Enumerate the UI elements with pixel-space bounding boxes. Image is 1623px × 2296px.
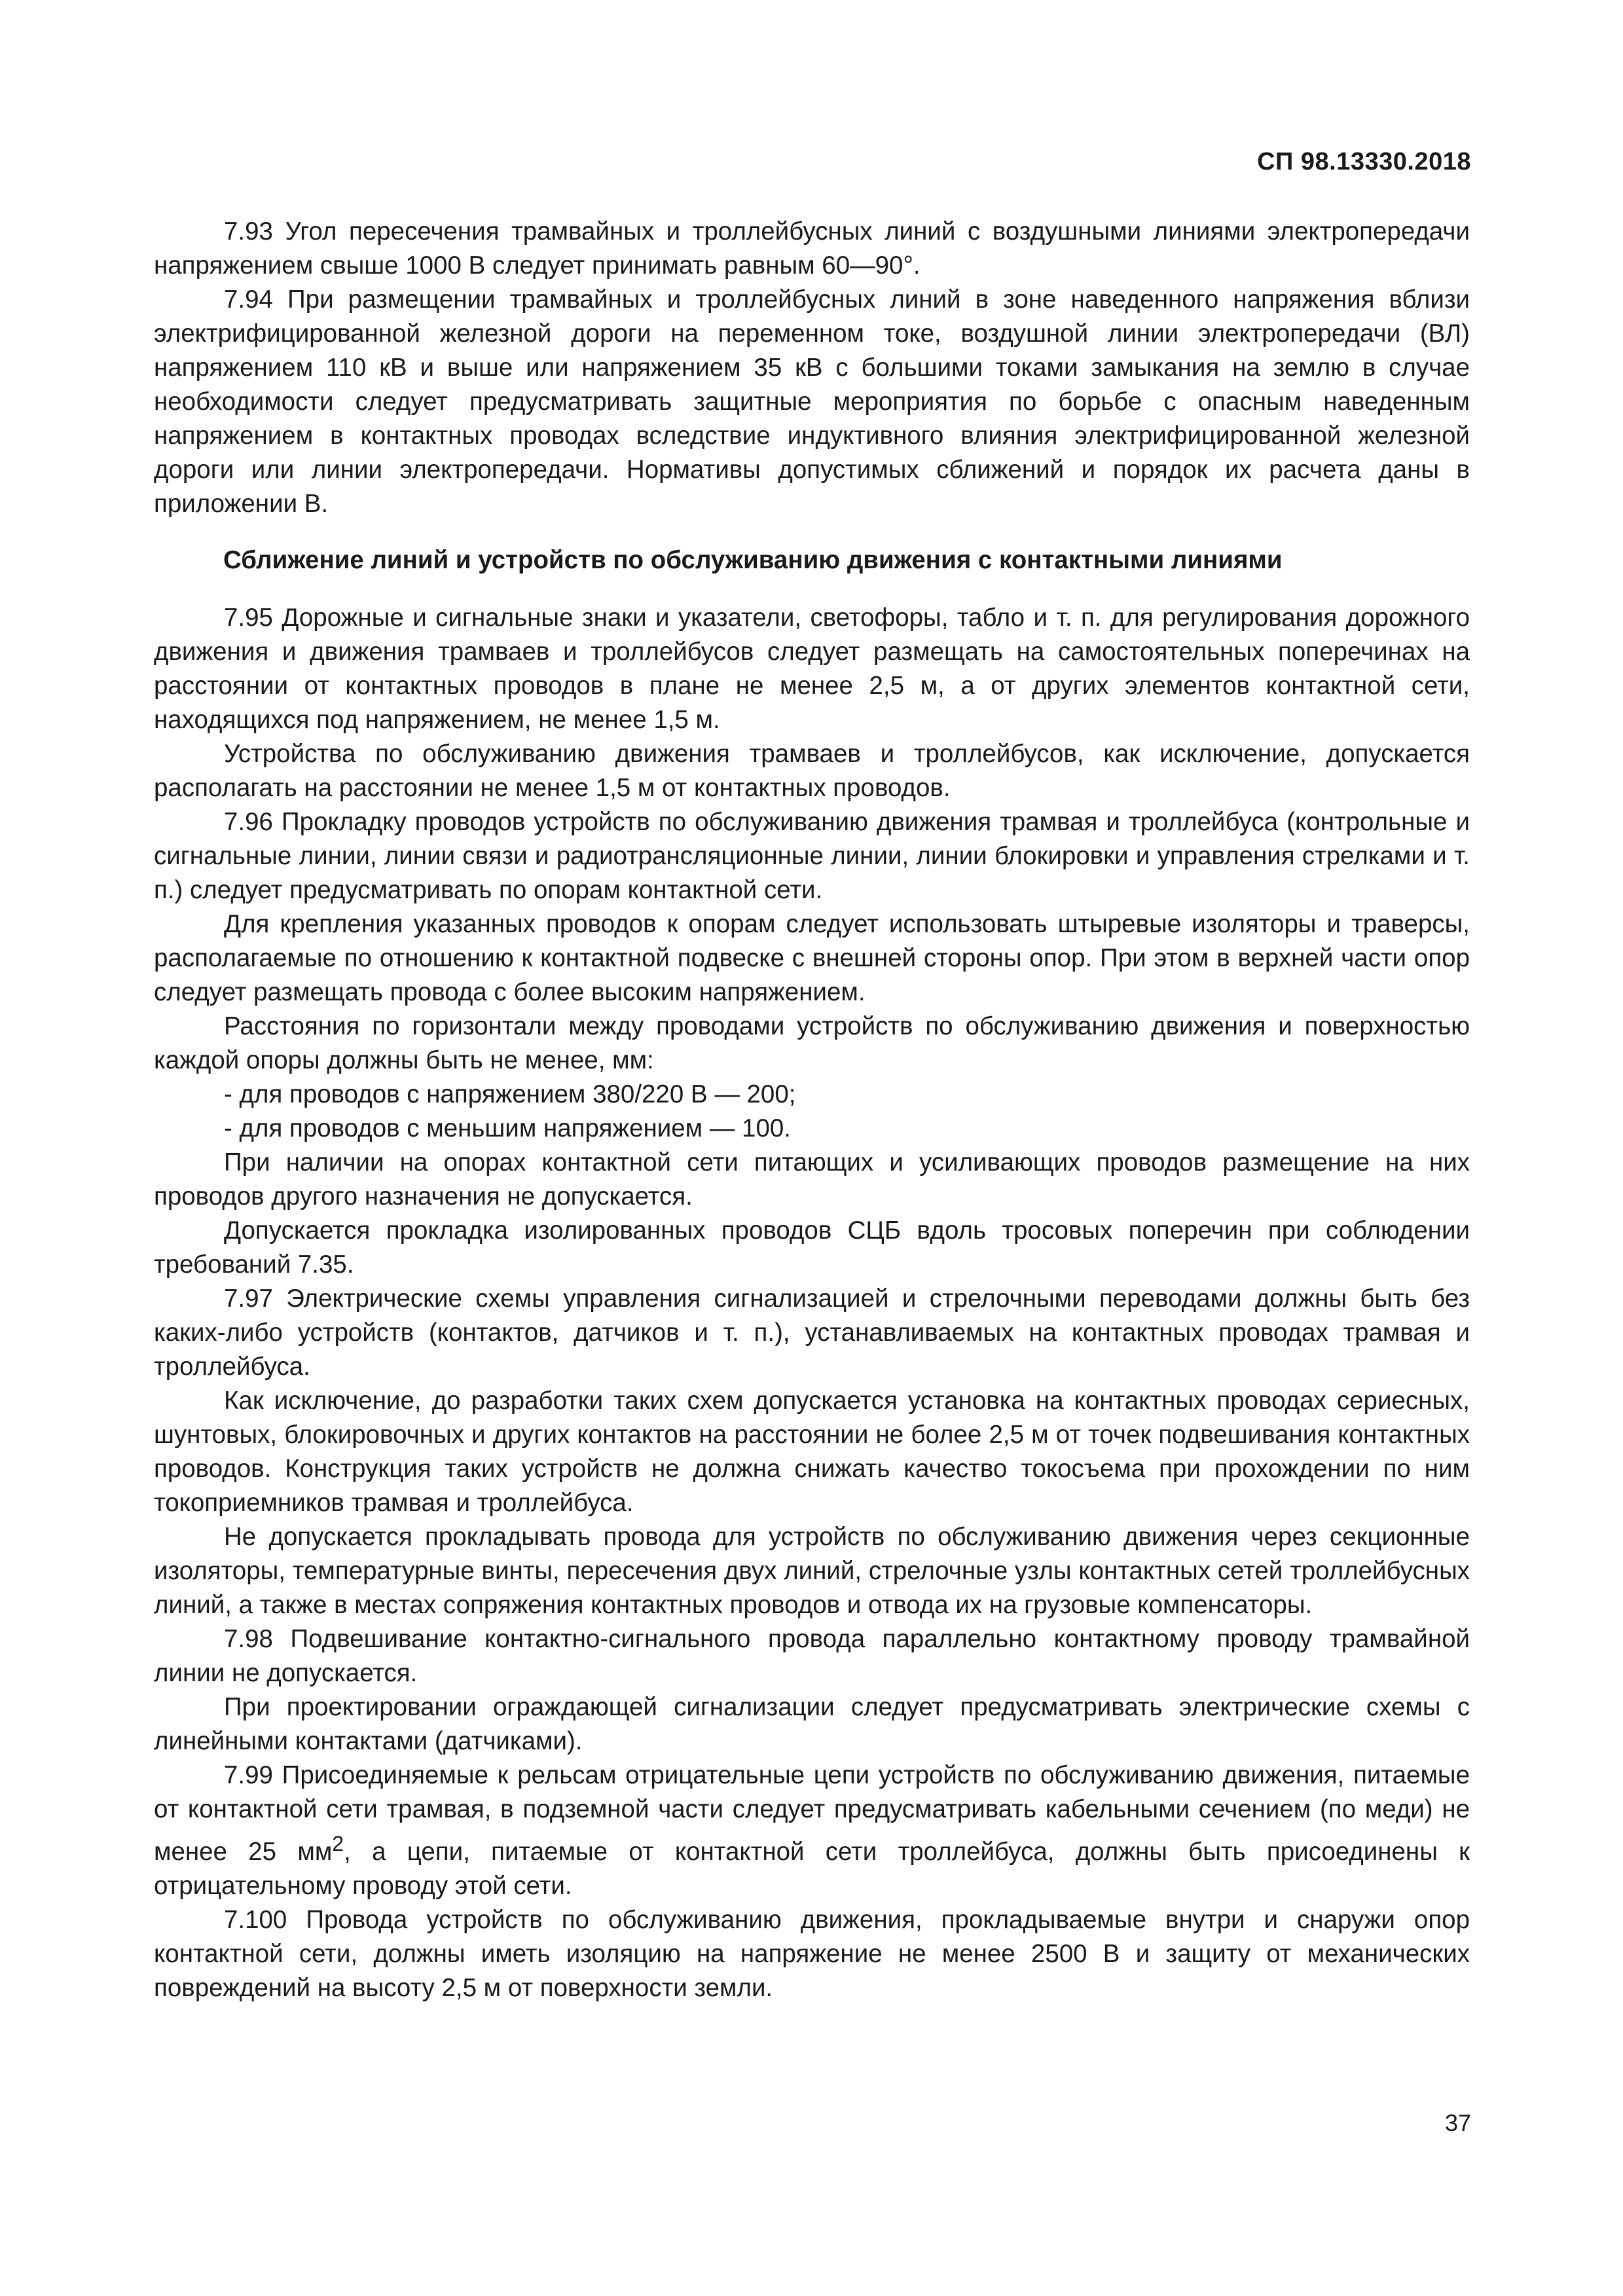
body-text [154,215,1470,2005]
paragraph-7-93: 7.93 Угол пересечения трамвайных и троллейбусных линий с воздушными линиями электропередачи напряжением свыше 1000 В следует принимать равным 60—90°. [154,217,1470,280]
paragraph-7-98: 7.98 Подвешивание контактно-сигнального провода параллельно контактному проводу трамвайной линии не допускается. [154,1625,1470,1687]
section-heading: Сближение линий и устройств по обслуживанию движения с контактными линиями [223,546,1283,574]
superscript: 2 [332,1832,344,1855]
paragraph-7-97: 7.97 Электрические схемы управления сигнализацией и стрелочными переводами должны быть без каких-либо устройств (контактов, датчиков и т. п.), устанавливаемых на контактных проводах трамвая и троллейбуса. [154,1285,1470,1381]
paragraph-7-99 [154,1758,1470,1903]
paragraph-7-95: 7.95 Дорожные и сигнальные знаки и указатели, светофоры, табло и т. п. для регулирования дорожного движения и движения трамваев и троллейбусов следует размещать на самостоятельных поперечинах на расстоянии от контактных проводов в плане не менее 2,5 м, а от других элементов контактной сети, находящихся под напряжением, не менее 1,5 м. [154,604,1470,734]
paragraph-7-99-text-end: , а цепи, питаемые от контактной сети троллейбуса, должны быть присоединены к отрицательному проводу этой сети. [154,1837,1470,1900]
list-item: - для проводов с меньшим напряжением — 100. [224,1114,791,1142]
paragraph: Как исключение, до разработки таких схем допускается установка на контактных проводах сериесных, шунтовых, блокировочных и других контактов на расстоянии не более 2,5 м от точек подвешивания контактных проводов. Конструкция таких устройств не должна снижать качество токосъема при прохождении по ним токоприемников трамвая и троллейбуса. [154,1387,1470,1517]
paragraph: При наличии на опорах контактной сети питающих и усиливающих проводов размещение на них проводов другого назначения не допускается. [154,1148,1470,1211]
page-number: 37 [1444,2109,1471,2136]
paragraph: Допускается прокладка изолированных проводов СЦБ вдоль тросовых поперечин при соблюдении требований 7.35. [154,1216,1470,1279]
paragraph: Устройства по обслуживанию движения трамваев и троллейбусов, как исключение, допускается располагать на расстоянии не менее 1,5 м от контактных проводов. [154,740,1470,802]
paragraph-7-99-text: 7.99 Присоединяемые к рельсам отрицательные цепи устройств по обслуживанию движения, питаемые от контактной сети трамвая, в подземной части следует предусматривать кабельными сечением (по меди) не менее 25 мм [154,1761,1470,1866]
paragraph: Не допускается прокладывать провода для устройств по обслуживанию движения через секционные изоляторы, температурные винты, пересечения двух линий, стрелочные узлы контактных сетей троллейбусных линий, а также в местах сопряжения контактных проводов и отвода их на грузовые компенсаторы. [154,1523,1470,1619]
paragraph-7-100: 7.100 Провода устройств по обслуживанию движения, прокладываемые внутри и снаружи опор контактной сети, должны иметь изоляцию на напряжение не менее 2500 В и защиту от механических повреждений на высоту 2,5 м от поверхности земли. [154,1905,1470,2002]
paragraph-7-94: 7.94 При размещении трамвайных и троллейбусных линий в зоне наведенного напряжения вблизи электрифицированной железной дороги на переменном токе, воздушной линии электропередачи (ВЛ) напряжением 110 кВ и выше или напряжением 35 кВ с большими токами замыкания на землю в случае необходимости следует предусматривать защитные мероприятия по борьбе с опасным наведенным напряжением в контактных проводах вследствие индуктивного влияния электрифицированной железной дороги или линии электропередачи. Нормативы допустимых сближений и порядок их расчета даны в приложении В. [154,285,1470,518]
paragraph: При проектировании ограждающей сигнализации следует предусматривать электрические схемы с линейными контактами (датчиками). [154,1693,1470,1755]
paragraph: Для крепления указанных проводов к опорам следует использовать штыревые изоляторы и траверсы, располагаемые по отношению к контактной подвеске с внешней стороны опор. При этом в верхней части опор следует размещать провода с более высоким напряжением. [154,910,1470,1006]
document-code-header: СП 98.13330.2018 [1257,148,1471,175]
paragraph: Расстояния по горизонтали между проводами устройств по обслуживанию движения и поверхностью каждой опоры должны быть не менее, мм: [154,1012,1470,1074]
list-item: - для проводов с напряжением 380/220 В — 200; [224,1080,796,1108]
paragraph-7-96: 7.96 Прокладку проводов устройств по обслуживанию движения трамвая и троллейбуса (контрольные и сигнальные линии, линии связи и радиотрансляционные линии, линии блокировки и управления стрелками и т. п.) следует предусматривать по опорам контактной сети. [154,808,1470,904]
